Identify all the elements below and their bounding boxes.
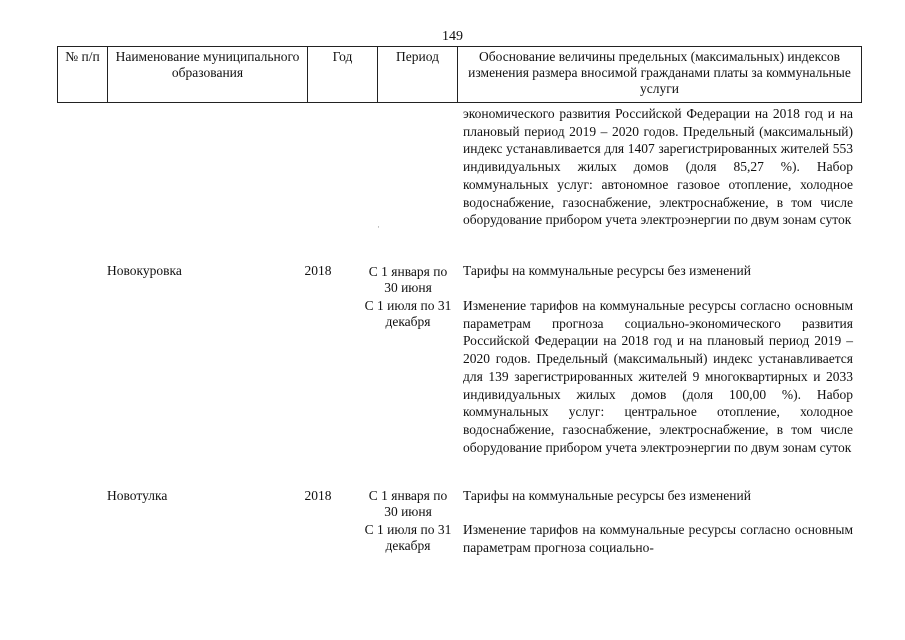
justification-text: Изменение тарифов на коммунальные ресурсы согласно основным параметрам прогноза социально-: [463, 522, 853, 555]
justification-text: Тарифы на коммунальные ресурсы без изменений: [463, 488, 751, 503]
year-cell: 2018: [304, 488, 332, 503]
header-municipality: Наименование муниципального образования: [107, 46, 307, 103]
justification-text: Изменение тарифов на коммунальные ресурсы согласно основным параметрам прогноза социально-экономического развития Российской Федерации на 2018 год и на плановый период 2019 – 2020 годов. Предельный (максимальный) индекс устанавливается для 139 зарегистрированных жителей 9 многоквартирных и 2033 индивидуальных жилых домов (доля 100,00 %). Набор коммунальных услуг: центральное отопление, холодное водоснабжение, газоснабжение, электроснабжение, в том числе оборудование прибором учета электроэнергии по двум зонам суток: [463, 298, 853, 455]
period-cell: С 1 июля по 31 декабря: [364, 522, 452, 553]
table-header: [57, 46, 862, 103]
page-number: 149: [442, 29, 463, 44]
period-cell: С 1 июля по 31 декабря: [364, 298, 452, 329]
year-cell: 2018: [304, 263, 332, 278]
header-year: Год: [307, 46, 377, 103]
period-cell: С 1 января по 30 июня: [368, 264, 448, 295]
header-period: Период: [377, 46, 457, 103]
period-cell: С 1 января по 30 июня: [368, 488, 448, 519]
justification-text: Тарифы на коммунальные ресурсы без изменений: [463, 263, 751, 278]
header-justification: Обоснование величины предельных (максимальных) индексов изменения размера вносимой гражданами платы за коммунальные услуги: [457, 46, 862, 103]
scan-speck: ·: [377, 222, 380, 232]
municipality-name: Новокуровка: [107, 263, 182, 278]
header-number: № п/п: [57, 46, 107, 103]
municipality-name: Новотулка: [107, 488, 168, 503]
continuation-text: экономического развития Российской Федерации на 2018 год и на плановый период 2019 – 2020 годов. Предельный (максимальный) индекс устанавливается для 1407 зарегистрированных жителей 553 индивидуальных жилых домов (доля 85,27 %). Набор коммунальных услуг: автономное газовое отопление, холодное водоснабжение, газоснабжение, электроснабжение, в том числе оборудование прибором учета электроэнергии по двум зонам суток: [463, 106, 853, 228]
